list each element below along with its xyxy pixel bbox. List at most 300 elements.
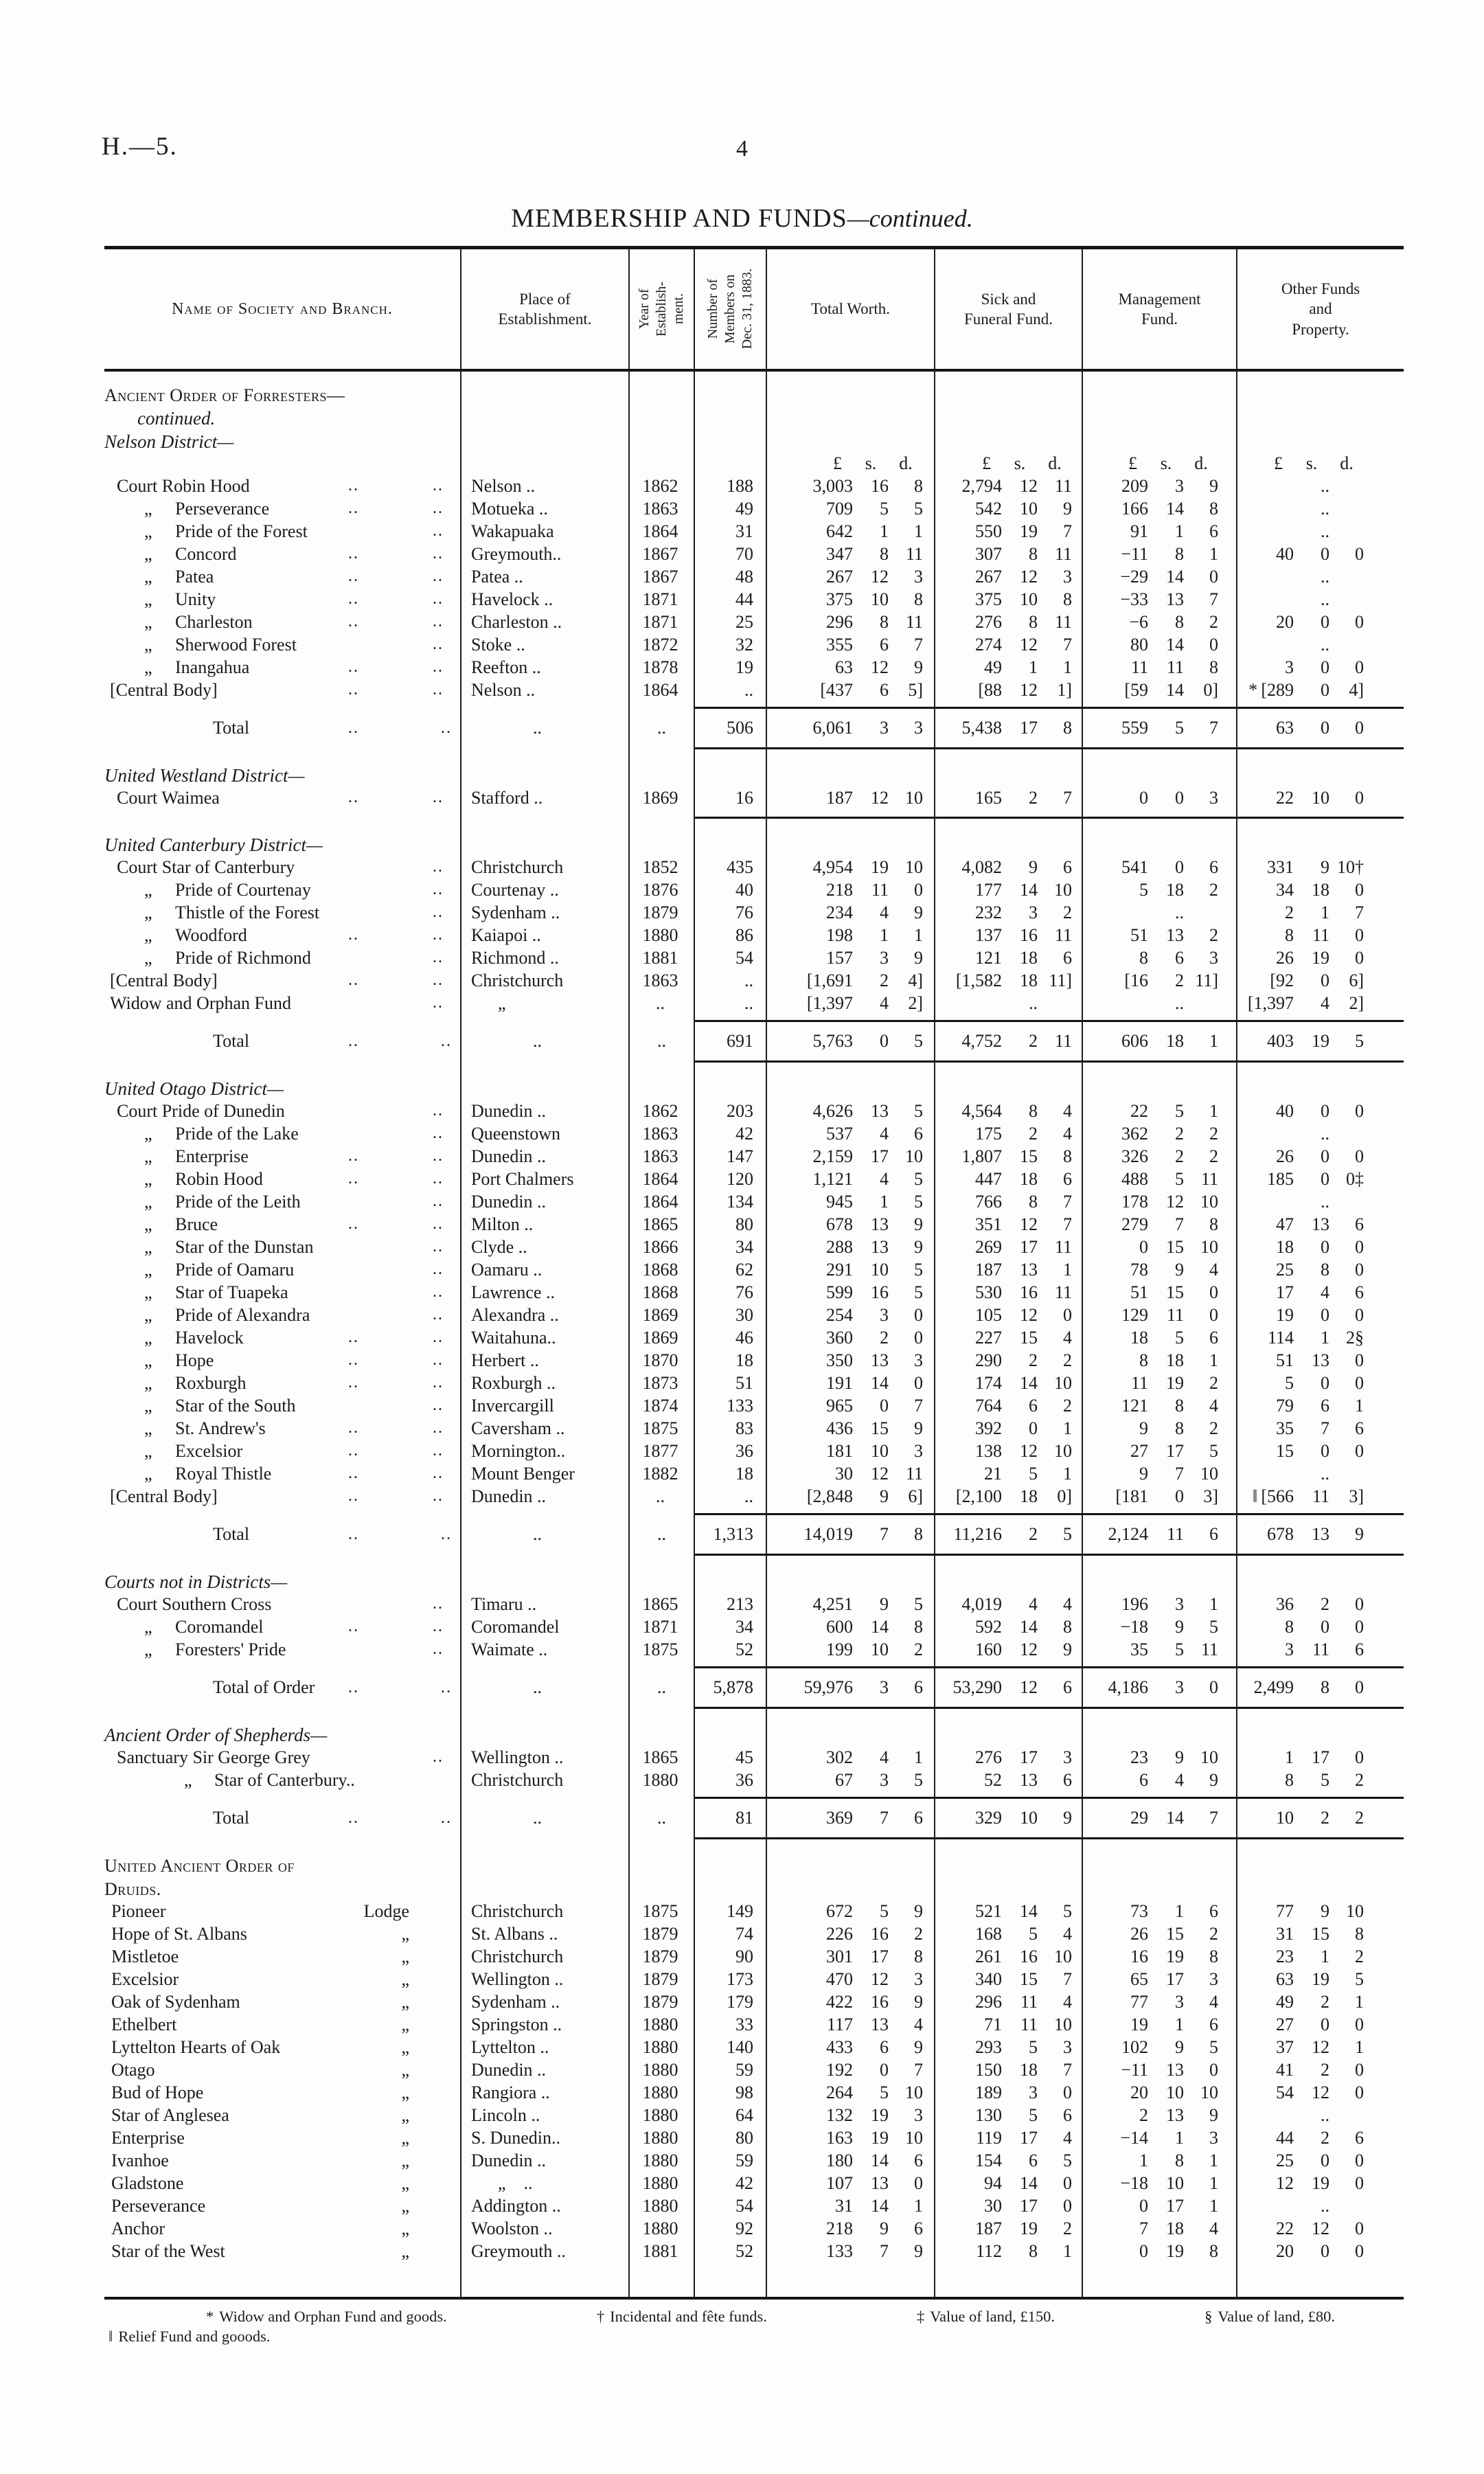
other-funds-cell [1236, 1168, 1404, 1190]
membership-and-funds-table [104, 246, 1404, 2300]
shillings: 6 [1175, 947, 1184, 968]
society-name-cell [104, 1968, 460, 1990]
shillings: 14 [1020, 1900, 1038, 1921]
pounds: 642 [826, 521, 853, 541]
other-funds-cell [1236, 1394, 1404, 1417]
sick-fund-cell [934, 611, 1082, 633]
pence: 1 [1209, 2150, 1218, 2170]
shillings: 0 [1321, 611, 1329, 632]
col-header-year-established: Year of Establish- ment. [628, 249, 694, 372]
society-name-cell [104, 1440, 460, 1462]
total-worth-cell [766, 901, 934, 924]
section-heading-empty-cell [1236, 406, 1404, 429]
leader-dots: .. [348, 788, 359, 806]
spacer-cell [766, 1014, 934, 1020]
leader-dots: .. [348, 681, 359, 699]
pounds: 49 [1276, 1991, 1294, 2012]
lodge-tag: „ [401, 2082, 409, 2102]
pence: 1 [1063, 2240, 1072, 2261]
pounds: 291 [826, 1259, 853, 1280]
pence: 5 [1063, 1900, 1072, 1921]
pence: 0 [1355, 1304, 1364, 1325]
management-fund-cell [1082, 588, 1236, 611]
society-name-cell [104, 1145, 460, 1168]
spacer-cell [766, 1556, 934, 1569]
spacer-cell [460, 1839, 628, 1853]
shillings: 7 [1321, 1418, 1329, 1438]
pounds: 269 [975, 1236, 1002, 1257]
shillings: 0 [1321, 543, 1329, 564]
other-funds-cell [1236, 2036, 1404, 2058]
pounds: −29 [1120, 566, 1148, 587]
leader-dots: .. [433, 881, 444, 898]
pence: 1 [1209, 543, 1218, 564]
other-funds-cell [1236, 611, 1404, 633]
spacer-cell [766, 701, 934, 707]
other-funds-cell [1236, 588, 1404, 611]
pounds: 0 [1139, 787, 1148, 808]
spacer-cell [694, 1709, 766, 1723]
society-name: Court Star of Canterbury [117, 856, 295, 877]
members-cell: 92 [694, 2217, 766, 2240]
society-name-cell [104, 2240, 460, 2262]
shillings: 9 [1321, 856, 1329, 877]
ditto-mark: „ [144, 1124, 152, 1144]
sick-fund-cell [934, 1258, 1082, 1281]
pence: 4 [1209, 1991, 1218, 2012]
members-cell: 203 [694, 1100, 766, 1122]
shillings: 3 [1029, 902, 1038, 922]
sick-fund-cell [934, 520, 1082, 543]
pounds: 15 [1276, 1440, 1294, 1461]
pounds: 16 [1130, 1946, 1148, 1966]
sick-fund-cell [934, 1394, 1082, 1417]
other-funds-cell [1236, 656, 1404, 679]
members-cell: 149 [694, 1900, 766, 1922]
pounds: 180 [826, 2150, 853, 2170]
year-cell: 1873 [628, 1372, 694, 1394]
spacer-cell [934, 2262, 1082, 2297]
other-funds-cell [1236, 565, 1404, 588]
pence: 9 [914, 947, 923, 968]
pence: 8 [914, 475, 923, 496]
lodge-tag: „ [401, 2059, 409, 2080]
members-cell: .. [694, 992, 766, 1014]
shillings: 13 [1312, 1214, 1329, 1234]
society-name-cell [104, 1258, 460, 1281]
pence: 9 [1063, 498, 1072, 519]
leader-dots: .. [433, 788, 444, 806]
shillings: 0 [1321, 1304, 1329, 1325]
society-name-cell [104, 2149, 460, 2172]
spacer-cell [1236, 701, 1404, 707]
year-cell: 1865 [628, 1213, 694, 1236]
sick-fund-cell [934, 2149, 1082, 2172]
spacer-cell [934, 1508, 1082, 1513]
pence: 11 [905, 611, 923, 632]
spacer-cell [1082, 1014, 1236, 1020]
section-heading-empty-cell [628, 763, 694, 786]
shillings: 17 [1020, 1236, 1038, 1257]
members-cell: 213 [694, 1593, 766, 1615]
pounds: 79 [1276, 1395, 1294, 1416]
sick-fund-cell [934, 588, 1082, 611]
pounds: −6 [1129, 611, 1148, 632]
other-funds-cell [1236, 1258, 1404, 1281]
sick-fund-cell [934, 2217, 1082, 2240]
members-cell: 62 [694, 1258, 766, 1281]
shillings: 16 [1020, 924, 1038, 945]
shillings: 4 [880, 992, 889, 1013]
spacer-cell [1236, 1661, 1404, 1666]
leader-dots: .. [348, 1618, 359, 1635]
management-fund-cell [1082, 1922, 1236, 1945]
pounds: 764 [975, 1395, 1002, 1416]
spacer-cell [460, 1014, 628, 1020]
pounds: 3 [1285, 657, 1294, 677]
total-sf-cell: 53,290 12 6 [934, 1666, 1082, 1709]
pence: 11 [1054, 543, 1072, 564]
society-name: Enterprise [111, 2127, 185, 2148]
section-heading-empty-cell [766, 406, 934, 429]
members-cell: 51 [694, 1372, 766, 1394]
pounds: 12 [1276, 2172, 1294, 2193]
section-heading-empty-cell [694, 1876, 766, 1900]
management-fund-cell [1082, 786, 1236, 809]
total-worth-cell [766, 946, 934, 969]
pounds: 191 [826, 1372, 853, 1393]
spacer-cell [1236, 809, 1404, 819]
pence: 3 [1209, 787, 1218, 808]
total-label-cell [104, 1513, 460, 1556]
pence: 9 [914, 1418, 923, 1438]
society-name-cell [104, 946, 460, 969]
place-cell: Sydenham .. [460, 901, 628, 924]
pounds: 234 [826, 902, 853, 922]
total-worth-cell [766, 2104, 934, 2126]
total-worth-cell [766, 1326, 934, 1349]
pounds: 447 [975, 1168, 1002, 1189]
pence: 4 [1063, 1991, 1072, 2012]
pence: 0 [1355, 1236, 1364, 1257]
pounds: 21 [984, 1463, 1002, 1484]
shillings: 9 [1175, 2036, 1184, 2057]
sick-fund-cell [934, 1440, 1082, 1462]
spacer-cell [104, 1508, 460, 1513]
spacer-cell [628, 1839, 694, 1853]
total-mf-cell: 559 5 7 [1082, 707, 1236, 749]
place-cell: Caversham .. [460, 1417, 628, 1440]
year-cell: 1870 [628, 1349, 694, 1372]
other-funds-cell [1236, 2217, 1404, 2240]
section-heading-empty-cell [1082, 1076, 1236, 1100]
footnote-text: Value of land, £150. [930, 2308, 1055, 2325]
leader-dots: .. [348, 1351, 359, 1369]
section-heading: Ancient Order of Forresters— [104, 385, 345, 405]
pounds: 166 [1121, 498, 1148, 519]
society-name: Woodford [175, 924, 247, 945]
spacer-cell [1082, 372, 1236, 383]
year-cell: 1875 [628, 1900, 694, 1922]
total-year-cell: .. [628, 707, 694, 749]
pounds: 121 [975, 947, 1002, 968]
society-name: Court Southern Cross [117, 1593, 272, 1614]
pounds: 44 [1276, 2127, 1294, 2148]
pounds: 78 [1130, 1259, 1148, 1280]
pence: 9 [914, 1900, 923, 1921]
place-cell: Charleston .. [460, 611, 628, 633]
pounds: 31 [1276, 1923, 1294, 1944]
pounds: 150 [975, 2059, 1002, 2080]
total-worth-cell [766, 1236, 934, 1258]
shillings: 12 [1312, 2036, 1329, 2057]
spacer-cell [628, 1063, 694, 1076]
pounds: 30 [835, 1463, 853, 1484]
sick-fund-cell [934, 2104, 1082, 2126]
members-cell: 134 [694, 1190, 766, 1213]
society-name-cell [104, 611, 460, 633]
place-cell: Port Chalmers [460, 1168, 628, 1190]
year-cell: 1864 [628, 679, 694, 701]
footnote-text: Relief Fund and gooods. [118, 2328, 271, 2345]
other-funds-cell [1236, 878, 1404, 901]
sick-fund-cell [934, 1372, 1082, 1394]
pounds: 1,807 [961, 1146, 1002, 1166]
pounds: 326 [1121, 1146, 1148, 1166]
place-cell: Dunedin .. [460, 1100, 628, 1122]
shillings: 17 [1166, 1968, 1184, 1989]
society-name: Robin Hood [175, 1168, 263, 1189]
spacer-cell [460, 749, 628, 763]
total-worth-cell [766, 2149, 934, 2172]
place-cell: Courtenay .. [460, 878, 628, 901]
pence: 6 [1063, 856, 1072, 877]
society-name-cell [104, 679, 460, 701]
other-funds-cell [1236, 1236, 1404, 1258]
pounds: 185 [1267, 1168, 1294, 1189]
spacer-cell [104, 1709, 460, 1723]
footnote-text: Value of land, £80. [1218, 2308, 1335, 2325]
section-heading: Nelson District— [104, 431, 234, 452]
total-members-cell: 506 [694, 707, 766, 749]
spacer-cell [1236, 749, 1404, 763]
shillings: 1 [1175, 1900, 1184, 1921]
sick-fund-cell [934, 1945, 1082, 1968]
other-funds-cell [1236, 1968, 1404, 1990]
pence: 2 [914, 1923, 923, 1944]
shillings: 15 [1020, 1968, 1038, 1989]
members-cell: 33 [694, 2013, 766, 2036]
pence: 8 [1209, 1946, 1218, 1966]
pounds: 470 [826, 1968, 853, 1989]
society-name-cell [104, 1615, 460, 1638]
pence: 0 [1355, 1146, 1364, 1166]
pounds: 54 [1276, 2082, 1294, 2102]
ditto-mark: „ [144, 1441, 152, 1461]
spacer-cell [104, 1791, 460, 1797]
other-funds-cell [1236, 1372, 1404, 1394]
place-cell: Milton .. [460, 1213, 628, 1236]
other-funds-cell [1236, 679, 1404, 701]
society-name: Excelsior [175, 1440, 243, 1461]
leader-dots: .. [348, 477, 359, 495]
shillings: 0 [1175, 787, 1184, 808]
members-cell: 46 [694, 1326, 766, 1349]
shillings: 11 [1020, 2014, 1038, 2034]
shillings: 4 [880, 902, 889, 922]
other-funds-cell [1236, 946, 1404, 969]
spacer-cell [628, 1709, 694, 1723]
spacer-cell [460, 819, 628, 832]
society-name: Foresters' Pride [175, 1639, 286, 1659]
society-name-cell [104, 656, 460, 679]
pence: 9 [1063, 1639, 1072, 1659]
spacer-cell [104, 1556, 460, 1569]
total-worth-cell [766, 1485, 934, 1508]
sick-fund-cell [934, 878, 1082, 901]
leader-dots: .. [348, 590, 359, 608]
management-fund-cell [1082, 2013, 1236, 2036]
sick-fund-cell [934, 856, 1082, 878]
pounds: 2,159 [812, 1146, 853, 1166]
spacer-cell [766, 749, 934, 763]
shillings: 19 [1020, 2218, 1038, 2238]
shillings: 7 [1175, 1214, 1184, 1234]
pence: 7 [1063, 521, 1072, 541]
shillings: 1 [1321, 902, 1329, 922]
year-cell: 1869 [628, 1326, 694, 1349]
footnote-line-2 [104, 2328, 1404, 2346]
place-cell: Springston .. [460, 2013, 628, 2036]
shillings: 14 [871, 2195, 889, 2216]
other-funds-cell [1236, 1326, 1404, 1349]
pence: 0 [914, 1304, 923, 1325]
society-name: St. Andrew's [175, 1418, 266, 1438]
pounds: 4,564 [961, 1100, 1002, 1121]
spacer-cell [766, 819, 934, 832]
pence: 10 [1054, 879, 1072, 900]
pence: 1 [1355, 2036, 1364, 2057]
pence: 5 [914, 1593, 923, 1614]
pence: 4 [1063, 1923, 1072, 1944]
col-header-management-fund: Management Fund. [1082, 249, 1236, 372]
section-heading-empty-cell [694, 832, 766, 856]
shillings: 1 [1029, 657, 1038, 677]
year-cell: 1867 [628, 543, 694, 565]
leader-dots: .. [433, 1215, 444, 1233]
society-name: Court Waimea [117, 787, 220, 808]
pence: 0 [1355, 2059, 1364, 2080]
shillings: 12 [871, 1968, 889, 1989]
pence: 5 [914, 1769, 923, 1790]
members-cell: 25 [694, 611, 766, 633]
shillings: 8 [1029, 611, 1038, 632]
shillings: 2 [1029, 787, 1038, 808]
society-name: Coromandel [175, 1616, 264, 1637]
pounds: [2,848 [806, 1486, 853, 1506]
management-fund-cell [1082, 1190, 1236, 1213]
spacer-cell [1082, 809, 1236, 819]
society-name: Widow and Orphan Fund [110, 992, 291, 1013]
pence: 7 [1063, 1214, 1072, 1234]
society-name-cell [104, 543, 460, 565]
pence: 4 [914, 2014, 923, 2034]
pence: 3 [914, 1968, 923, 1989]
total-worth-cell [766, 1945, 934, 1968]
shillings: 6 [1029, 2150, 1038, 2170]
total-worth-cell [766, 1990, 934, 2013]
leader-dots: .. [348, 1147, 359, 1165]
members-cell: 86 [694, 924, 766, 946]
spacer-cell [766, 2262, 934, 2297]
spacer-cell [766, 1791, 934, 1797]
shillings: 8 [1175, 611, 1184, 632]
shillings: 9 [880, 1593, 889, 1614]
society-name-cell [104, 901, 460, 924]
shillings: 5 [880, 2082, 889, 2102]
total-mf-cell: 2,124 11 6 [1082, 1513, 1236, 1556]
year-cell: 1879 [628, 901, 694, 924]
spacer-cell [934, 1839, 1082, 1853]
shillings: 12 [1020, 1639, 1038, 1659]
society-name: Bud of Hope [111, 2082, 204, 2102]
shillings: 5 [1175, 1639, 1184, 1659]
pounds: 71 [984, 2014, 1002, 2034]
shillings: 9 [880, 1486, 889, 1506]
pence: 9 [1209, 2104, 1218, 2125]
society-name-cell [104, 497, 460, 520]
sick-fund-cell [934, 565, 1082, 588]
society-name: Charleston [175, 611, 253, 632]
section-heading: United Westland District— [104, 765, 305, 786]
ditto-mark: „ [144, 1328, 152, 1348]
total-worth-cell [766, 475, 934, 497]
pounds: −11 [1121, 2059, 1148, 2080]
ditto-mark: „ [184, 1770, 192, 1790]
shillings: 10 [871, 1639, 889, 1659]
shillings: 12 [1020, 1440, 1038, 1461]
pence: 2 [1209, 1123, 1218, 1144]
other-funds-cell [1236, 520, 1404, 543]
shillings: 17 [1312, 1747, 1329, 1767]
pounds: 192 [826, 2059, 853, 2080]
pounds: 41 [1276, 2059, 1294, 2080]
society-name-cell [104, 2013, 460, 2036]
pounds: 20 [1130, 2082, 1148, 2102]
shillings: 2 [1321, 1991, 1329, 2012]
shillings: 0 [1321, 1440, 1329, 1461]
pence: 6 [1209, 521, 1218, 541]
no-value-dots: .. [1321, 475, 1329, 496]
leader-dots: .. [433, 1283, 444, 1301]
ditto-mark: „ [144, 567, 152, 587]
spacer-cell [694, 1014, 766, 1020]
pence: 3] [1203, 1486, 1218, 1506]
sick-fund-cell [934, 1990, 1082, 2013]
pounds: 4,019 [961, 1593, 1002, 1614]
pounds: [1,582 [955, 970, 1002, 990]
total-worth-cell [766, 2126, 934, 2149]
society-name: Ethelbert [111, 2014, 177, 2034]
lodge-tag: „ [401, 2036, 409, 2057]
pence: 4 [1209, 1259, 1218, 1280]
section-heading: United Otago District— [104, 1078, 284, 1099]
shillings: 10 [1166, 2172, 1184, 2193]
pounds: 77 [1130, 1991, 1148, 2012]
place-cell: Motueka .. [460, 497, 628, 520]
pence: 2 [1063, 902, 1072, 922]
pence: 2 [1209, 1418, 1218, 1438]
